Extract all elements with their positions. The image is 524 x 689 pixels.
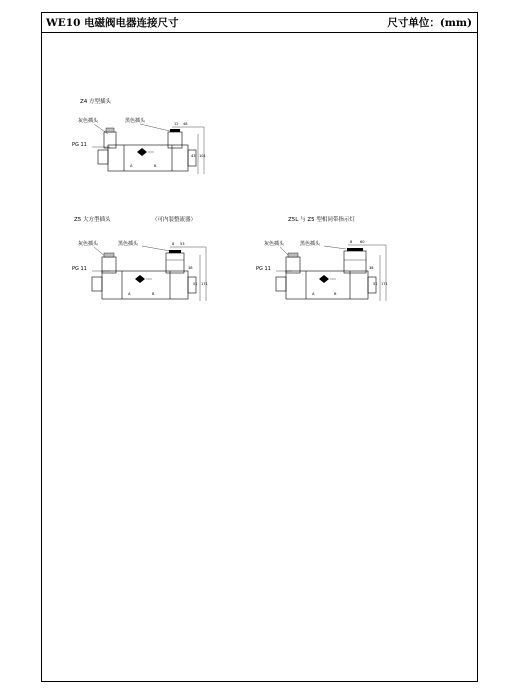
port-a-label: A xyxy=(130,164,133,168)
valve-symbol-icon xyxy=(135,275,145,283)
dim-label: 171 xyxy=(201,282,208,286)
diagram-z4-caption: Z4 方型插头 xyxy=(80,99,112,105)
grey-plug-icon xyxy=(102,257,116,273)
valve-body xyxy=(108,145,188,171)
pg-label: PG 11 xyxy=(256,266,271,272)
dim-label: 38 xyxy=(369,266,374,270)
dim-label: 51 xyxy=(373,282,378,286)
pg-label: PG 11 xyxy=(72,266,87,272)
dim-label: 53 xyxy=(180,242,185,246)
diagram-z5l-drawing xyxy=(252,233,392,313)
header-divider xyxy=(41,32,478,33)
valve-body xyxy=(286,271,368,299)
dim-label: 171 xyxy=(381,282,388,286)
dim-label: 101 xyxy=(199,154,206,158)
dim-label: 48 xyxy=(183,122,188,126)
black-plug-label: 黑色插头 xyxy=(118,241,139,247)
units-label: 尺寸单位：(mm) xyxy=(387,17,472,29)
port-a-label: A xyxy=(128,292,131,296)
valve-symbol-icon xyxy=(137,148,147,156)
black-plug-label: 黑色插头 xyxy=(125,118,146,124)
port-b-label: B xyxy=(334,292,337,296)
valve-symbol-icon xyxy=(319,275,329,283)
dim-label: 8 xyxy=(350,240,353,244)
page-title: WE10 电磁阀电器连接尺寸 xyxy=(46,17,179,29)
dim-label: 12 xyxy=(174,122,179,126)
grey-plug-icon xyxy=(104,132,116,148)
dim-label: 43 xyxy=(191,154,196,158)
port-b-label: B xyxy=(152,292,155,296)
diagram-z5-drawing xyxy=(70,233,210,313)
dim-label: 8 xyxy=(172,242,175,246)
grey-plug-icon xyxy=(286,257,300,273)
diagram-z5-caption: Z5 大方型插头 xyxy=(74,217,111,223)
port-b-label: B xyxy=(154,164,157,168)
pg-label: PG 11 xyxy=(72,142,87,148)
black-plug-icon xyxy=(168,132,182,148)
grey-plug-label: 灰色插头 xyxy=(78,241,99,247)
diagram-z5l-caption: Z5L 与 Z5 型相同带指示灯 xyxy=(288,217,355,223)
dim-label: 38 xyxy=(188,266,193,270)
diagram-z4-drawing xyxy=(70,112,210,187)
grey-plug-label: 灰色插头 xyxy=(78,118,99,124)
diagram-z5-caption-note: （可内装整流器） xyxy=(152,217,197,223)
dim-label: 51 xyxy=(193,282,198,286)
valve-body xyxy=(102,271,188,299)
grey-plug-label: 灰色插头 xyxy=(264,241,285,247)
black-plug-icon xyxy=(166,253,184,273)
port-a-label: A xyxy=(312,292,315,296)
black-plug-icon xyxy=(344,251,366,273)
dim-label: 60 xyxy=(360,240,365,244)
black-plug-label: 黑色插头 xyxy=(300,241,321,247)
